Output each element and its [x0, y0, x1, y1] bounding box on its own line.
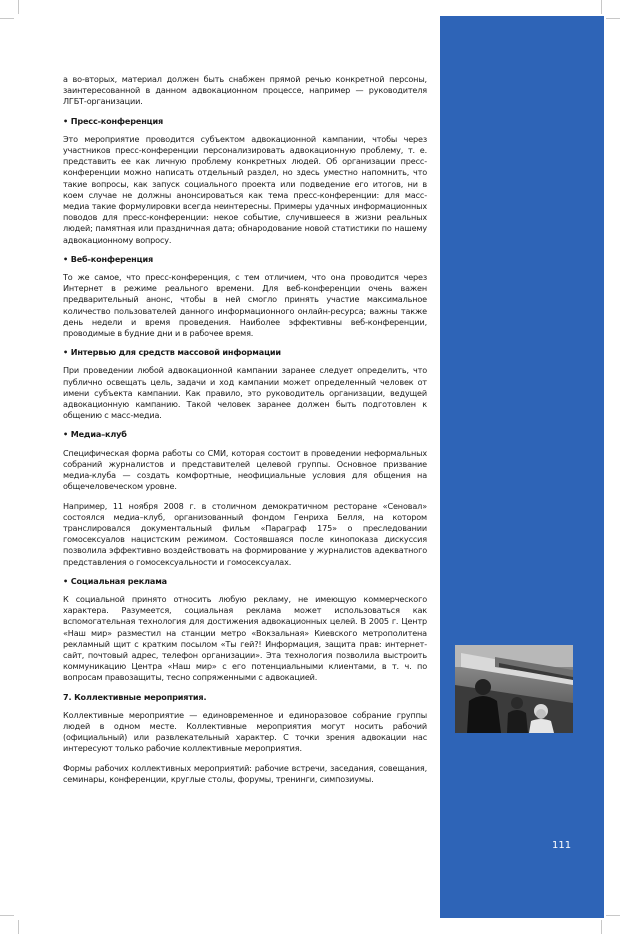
article-body [63, 74, 427, 793]
page-number: 111 [552, 840, 572, 851]
crop-mark-bottom-right-v [601, 920, 602, 934]
crop-mark-top-left-v [18, 0, 19, 14]
blue-sidebar [440, 16, 604, 918]
paragraph: Формы рабочих коллективных мероприятий: рабочие встречи, заседания, совещания, семинары, конференции, круглые столы, форумы, тренинги, симпозиумы. [63, 762, 427, 784]
paragraph: Это мероприятие проводится субъектом адвокационной кампании, чтобы через участников пресс-конференции персонализировать адвокационную проблему, т. е. представить ее как личную проблему конкретных людей. Об организации пресс-конференции можно написать отдельный раздел, но здесь уместно напомнить, что такие вопросы, как запуск социального проекта или подведение его итогов, ни в коем случае не должны анонсироваться как тема пресс-конференции: для масс-медиа такие формулировки всегда неинтересны. Примеры удачных информационных поводов для пресс-конференции: некое событие, случившееся в жизни реальных людей; памятная или праздничная дата; обнародование новой статистики по нашему адвокационному вопросу. [63, 133, 427, 245]
paragraph: а во-вторых, материал должен быть снабжен прямой речью конкретной персоны, заинтересованной в данном адвокационном процессе, например — руководителя ЛГБТ-организации. [63, 74, 427, 107]
paragraph: К социальной принято относить любую рекламу, не имеющую коммерческого характера. Разумеется, социальная реклама может использоваться как вспомогательная технология для достижения адвокационных целей. В 2005 г. Центр «Наш мир» разместил на станции метро «Вокзальная» Киевского метрополитена рекламный щит с кратким посылом «Ты гей?! Информация, защита прав: интернет-сайт, почтовый адрес, телефон организации». Эта технология позволила выстроить коммуникацию Центра «Наш мир» с его потенциальными клиентами, в т. ч. по вопросам правозащиты, тесно сопряженными с адвокацией. [63, 593, 427, 683]
crop-mark-top-right-h [606, 18, 620, 19]
crop-mark-bottom-left-v [18, 920, 19, 934]
metro-billboard-photo [455, 645, 573, 733]
paragraph: При проведении любой адвокационной кампании заранее следует определить, что публично освещать цель, задачи и ход кампании может определенный человек от имени субъекта кампании. Как правило, это руководитель организации, ведущей адвокационную кампанию. Такой человек заранее должен быть подготовлен к общению с масс-медиа. [63, 365, 427, 421]
paragraph: Специфическая форма работы со СМИ, которая состоит в проведении неформальных собраний журналистов и представителей целевой группы. Основное призвание медиа-клуба — создать комфортные, неофициальные условия для общения на общечеловеческом уровне. [63, 447, 427, 492]
section-heading: • Социальная реклама [63, 575, 167, 586]
section-heading: 7. Коллективные мероприятия. [63, 691, 207, 702]
paragraph: Например, 11 ноября 2008 г. в столичном демократичном ресторане «Сеновал» состоялся медиа–клуб, организованный фондом Генриха Белля, на котором транслировался документальный фильм «Параграф 175» о преследовании гомосексуалов нацистским режимом. Состоявшаяся после кинопоказа дискуссия позволила эффективно воздействовать на формирование у журналистов адекватного представления о гомосексуальности и гомосексуалах. [63, 500, 427, 567]
crop-mark-bottom-left-h [0, 915, 14, 916]
paragraph: Коллективные мероприятие — единовременное и единоразовое собрание группы людей в одном месте. Коллективные мероприятия могут носить рабочий (официальный) или развлекательный характер. С точки зрения адвокации нас интересуют только рабочие коллективные мероприятия. [63, 709, 427, 754]
section-heading: • Пресс-конференция [63, 115, 164, 126]
crop-mark-top-left-h [0, 18, 14, 19]
section-heading: • Интервью для средств массовой информации [63, 347, 281, 358]
section-heading: • Веб-конференция [63, 253, 154, 264]
paragraph: То же самое, что пресс-конференция, с тем отличием, что она проводится через Интернет в режиме реального времени. Для веб-конференции очень важен предварительный анонс, чтобы в ней смогло принять участие максимальное количество пользователей данного информационного онлайн-ресурса; важны также день недели и время проведения. Наиболее эффективны веб-конференции, проводимые в будние дни и в рабочее время. [63, 272, 427, 339]
crop-mark-top-right-v [601, 0, 602, 14]
section-heading: • Медиа–клуб [63, 429, 127, 440]
crop-mark-bottom-right-h [606, 915, 620, 916]
